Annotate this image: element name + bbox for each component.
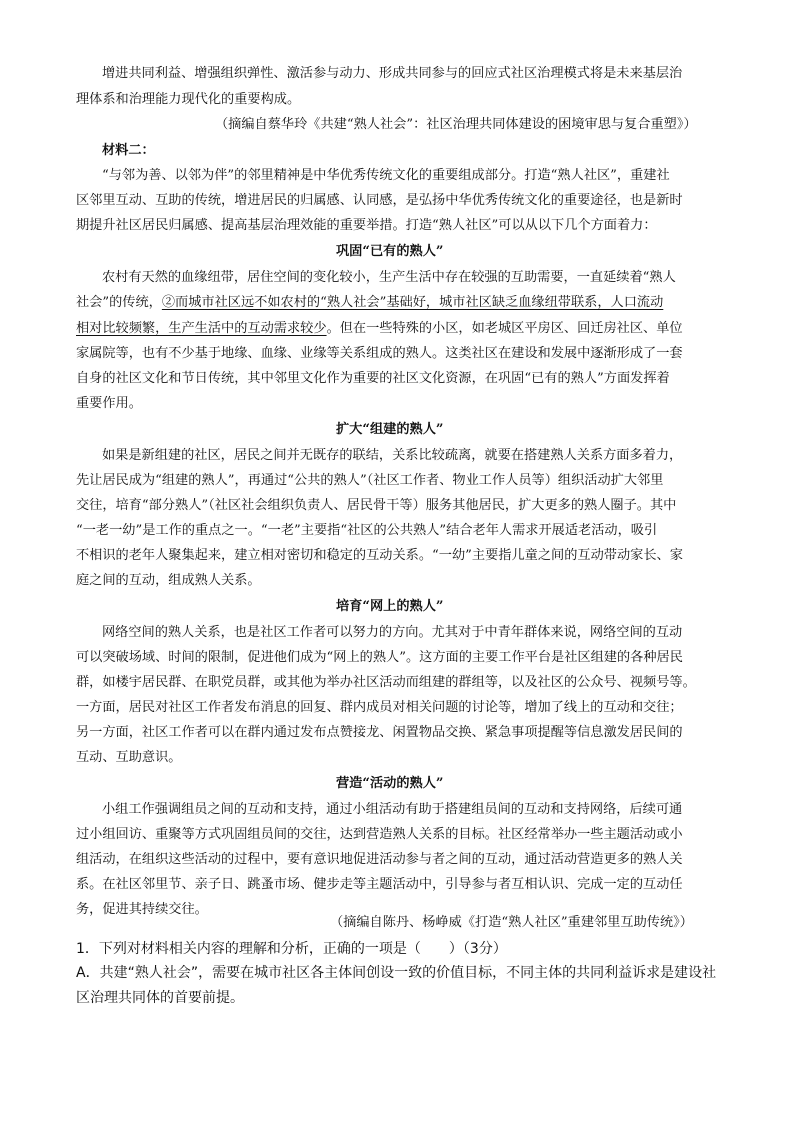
section-heading-4: 营造“活动的熟人” [336,776,444,791]
intro-line-3: 期提升社区居民归属感、提高基层治理效能的重要举措。打造“熟人社区”可以从以下几个方面着力： [76,218,657,233]
section3-line-5: 另一方面，社区工作者可以在群内通过发布点赞接龙、闲置物品交换、紧急事项提醒等信息激发居民间的 [76,725,683,740]
section1-line-3-plain: 。但在一些特殊的小区，如老城区平房区、回迁房社区、单位 [326,321,683,336]
source-citation-2: （摘编自陈丹、杨峥威《打造“熟人社区”重建邻里互助传统》） [330,915,693,930]
section2-line-4: “一老一幼”是工作的重点之一。“一老”主要指“社区的公共熟人”结合老年人需求开展适老活动，吸引 [76,523,658,538]
section2-line-6: 庭之间的互动，组成熟人关系。 [76,573,261,588]
section1-line-2 [76,293,663,313]
section1-line-4: 家属院等，也有不少基于地缘、血缘、业缘等关系组成的熟人。这类社区在建设和发展中逐渐形成了一套 [76,346,683,361]
underlined-sentence-2: ②而城市社区远不如农村的“熟人社会”基础好，城市社区缺乏血缘纽带联系，人口流动 [161,295,664,310]
section1-line-1: 农村有天然的血缘纽带，居住空间的变化较小，生产生活中存在较强的互助需要，一直延续着“熟人 [102,270,676,285]
section2-line-5: 不相识的老年人聚集起来，建立相对密切和稳定的互动关系。“一幼”主要指儿童之间的互动带动家长、家 [76,548,683,563]
material2-label: 材料二： [102,143,155,158]
section1-line-3 [76,319,683,339]
question-stem: 1．下列对材料相关内容的理解和分析，正确的一项是（ ）（3分） [76,941,507,957]
material1-line-2: 理体系和治理能力现代化的重要构成。 [76,92,301,107]
section3-line-4: 一方面，居民对社区工作者发布消息的回复、群内成员对相关问题的讨论等，增加了线上的互动和交往； [76,700,683,715]
section3-line-1: 网络空间的熟人关系，也是社区工作者可以努力的方向。尤其对于中青年群体来说，网络空间的互动 [102,625,683,640]
section1-line-2-plain: 社会”的传统， [76,295,162,310]
section3-line-3: 群，如楼宇居民群、在职党员群，或其他为举办社区活动而组建的群组等，以及社区的公众号、视频号等。 [76,675,696,690]
intro-line-1: “与邻为善、以邻为伴”的邻里精神是中华优秀传统文化的重要组成部分。打造“熟人社区”，重建社 [102,168,670,183]
section4-line-2: 过小组回访、重聚等方式巩固组员间的交往，达到营造熟人关系的目标。社区经常举办一些主题活动或小 [76,827,683,842]
section-heading-2: 扩大“组建的熟人” [336,422,444,437]
source-citation-1: （摘编自蔡华玲《共建“熟人社会”：社区治理共同体建设的困境审思与复合重塑》） [215,117,697,132]
section4-line-1: 小组工作强调组员之间的互动和支持，通过小组活动有助于搭建组员间的互动和支持网络，后续可通 [102,802,683,817]
section4-line-5: 务，促进其持续交往。 [76,902,208,917]
underlined-sentence-2-end: 相对比较频繁，生产生活中的互动需求较少 [76,321,327,336]
section3-line-2: 可以突破场域、时间的限制，促进他们成为“网上的熟人”。这方面的主要工作平台是社区组建的各种居民 [76,650,683,665]
section3-line-6: 互动、互助意识。 [76,750,182,765]
section2-line-2: 先让居民成为“组建的熟人”，再通过“公共的熟人”（社区工作者、物业工作人员等）组织活动扩大邻里 [76,473,664,488]
section4-line-4: 系。在社区邻里节、亲子日、跳蚤市场、健步走等主题活动中，引导参与者互相认识、完成一定的互动任 [76,877,683,892]
section-heading-1: 巩固“已有的熟人” [336,244,444,259]
intro-line-2: 区邻里互动、互助的传统，增进居民的归属感、认同感，是弘扬中华优秀传统文化的重要途径，也是新时 [76,193,683,208]
section-heading-3: 培育“网上的熟人” [336,599,444,614]
option-a-line-1: A．共建“熟人社会”，需要在城市社区各主体间创设一致的价值目标，不同主体的共同利益诉求是建设社 [76,965,717,981]
section1-line-5: 自身的社区文化和节日传统，其中邻里文化作为重要的社区文化资源，在巩固“已有的熟人”方面发挥着 [76,371,670,386]
section2-line-1: 如果是新组建的社区，居民之间并无既存的联结，关系比较疏离，就要在搭建熟人关系方面多着力， [102,448,683,463]
material1-line-1: 增进共同利益、增强组织弹性、激活参与动力、形成共同参与的回应式社区治理模式将是未来基层治 [102,66,683,81]
section2-line-3: 交往，培育“部分熟人”（社区社会组织负责人、居民骨干等）服务其他居民，扩大更多的熟人圈子。其中 [76,498,677,513]
section1-line-6: 重要作用。 [76,396,142,411]
option-a-line-2: 区治理共同体的首要前提。 [76,990,244,1006]
section4-line-3: 组活动，在组织这些活动的过程中，要有意识地促进活动参与者之间的互动，通过活动营造更多的熟人关 [76,852,683,867]
